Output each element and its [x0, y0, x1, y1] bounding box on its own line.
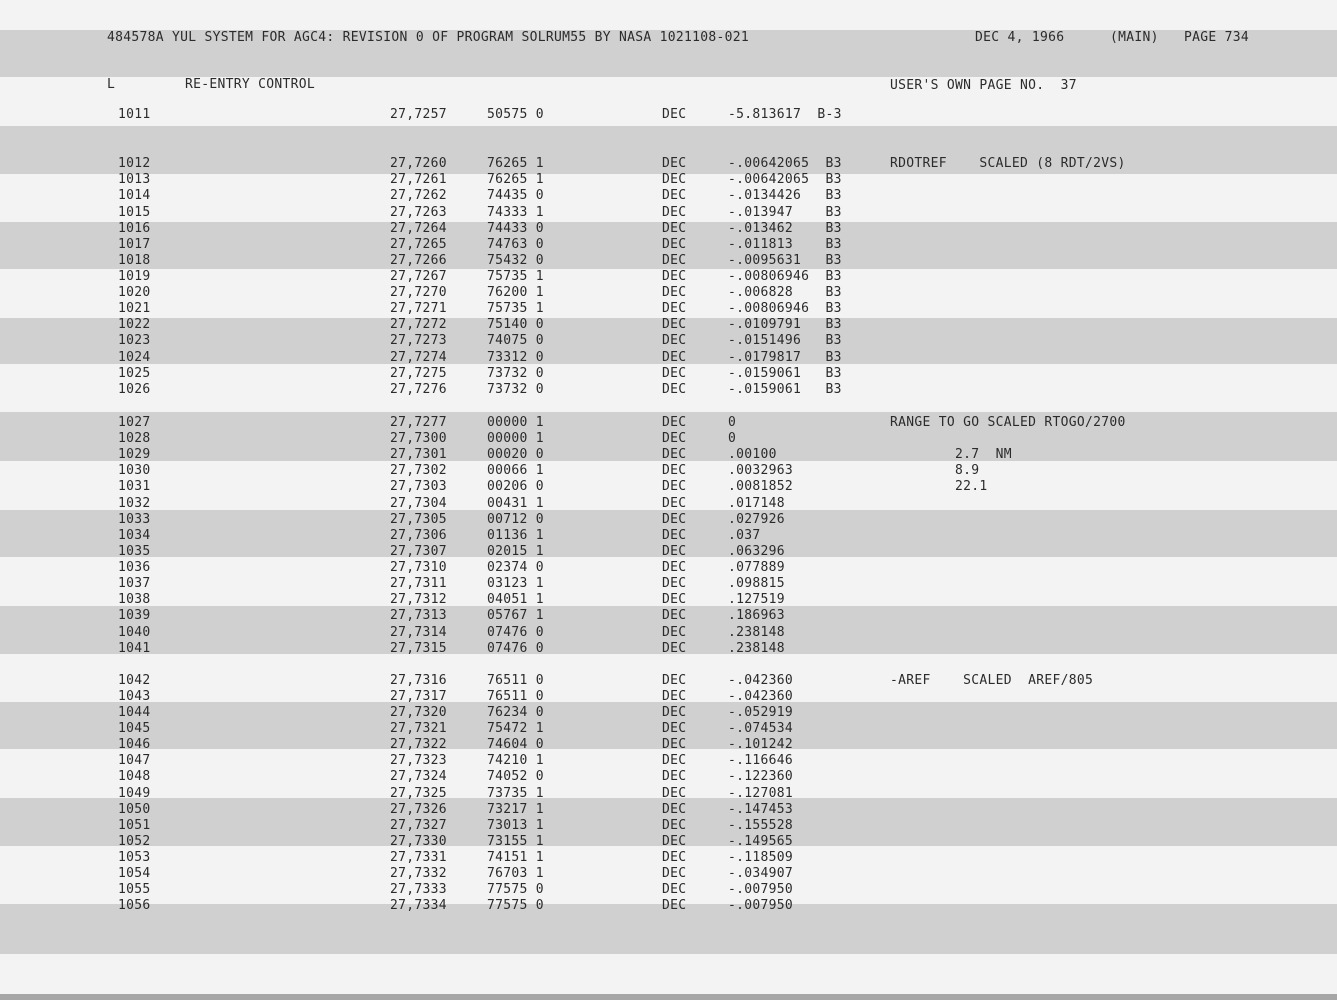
line-number: 1014 — [118, 188, 151, 204]
line-number: 1045 — [118, 721, 151, 737]
operand-value: -.006828 B3 — [728, 285, 842, 301]
octal-word: 00020 0 — [487, 447, 544, 463]
octal-word: 76200 1 — [487, 285, 544, 301]
opcode: DEC — [662, 672, 687, 688]
octal-word: 74052 0 — [487, 769, 544, 785]
operand-value: .098815 — [728, 576, 785, 592]
line-number: 1030 — [118, 463, 151, 479]
opcode: DEC — [662, 301, 687, 317]
address: 27,7306 — [390, 527, 447, 543]
address: 27,7320 — [390, 705, 447, 720]
operand-value: 0 — [728, 431, 737, 446]
operand-value: -.0134426 B3 — [728, 188, 842, 204]
address: 27,7272 — [390, 317, 447, 333]
line-number: 1051 — [118, 817, 151, 833]
opcode: DEC — [662, 866, 687, 882]
octal-word: 00206 0 — [487, 479, 544, 495]
address: 27,7300 — [390, 431, 447, 446]
octal-word: 74763 0 — [487, 236, 544, 252]
octal-word: 07476 0 — [487, 624, 544, 640]
octal-word: 76511 0 — [487, 672, 544, 688]
opcode: DEC — [662, 333, 687, 349]
octal-word: 73217 1 — [487, 801, 544, 817]
opcode: DEC — [662, 785, 687, 801]
opcode: DEC — [662, 317, 687, 333]
opcode: DEC — [662, 204, 687, 220]
line-number: 1026 — [118, 381, 151, 397]
line-number: 1037 — [118, 576, 151, 592]
address: 27,7277 — [390, 414, 447, 430]
line-number: 1015 — [118, 204, 151, 220]
octal-word: 73155 1 — [487, 833, 544, 849]
opcode: DEC — [662, 721, 687, 737]
opcode: DEC — [662, 172, 687, 188]
operand-value: .127519 — [728, 592, 785, 608]
line-number: 1027 — [118, 414, 151, 430]
line-number: 1036 — [118, 560, 151, 575]
operand-value: -.0095631 B3 — [728, 252, 842, 268]
octal-word: 77575 0 — [487, 898, 544, 914]
opcode: DEC — [662, 285, 687, 301]
opcode: DEC — [662, 624, 687, 640]
line-number: 1021 — [118, 301, 151, 317]
operand-value: -.042360 — [728, 688, 794, 704]
octal-word: 73312 0 — [487, 349, 544, 365]
opcode: DEC — [662, 850, 687, 865]
comment: RDOTREF SCALED (8 RDT/2VS) — [890, 156, 1126, 172]
operand-value: .00100 — [728, 447, 777, 463]
operand-value: .077889 — [728, 560, 785, 575]
operand-value: .186963 — [728, 608, 785, 624]
operand-value: -.155528 — [728, 817, 794, 833]
line-number: 1012 — [118, 156, 151, 172]
listing-section: (MAIN) — [1110, 30, 1159, 45]
line-number: 1054 — [118, 866, 151, 882]
octal-word: 77575 0 — [487, 882, 544, 898]
page-number: PAGE 734 — [1184, 30, 1250, 45]
line-number: 1038 — [118, 592, 151, 608]
opcode: DEC — [662, 447, 687, 463]
octal-word: 02374 0 — [487, 560, 544, 575]
operand-value: 0 — [728, 414, 737, 430]
address: 27,7302 — [390, 463, 447, 479]
operand-value: -.013947 B3 — [728, 204, 842, 220]
operand-value: -.0151496 B3 — [728, 333, 842, 349]
listing-date: DEC 4, 1966 — [975, 30, 1065, 45]
address: 27,7307 — [390, 543, 447, 559]
operand-value: .063296 — [728, 543, 785, 559]
opcode: DEC — [662, 560, 687, 575]
address: 27,7334 — [390, 898, 447, 914]
line-number: 1016 — [118, 220, 151, 236]
address: 27,7262 — [390, 188, 447, 204]
opcode: DEC — [662, 608, 687, 624]
operand-value: -.074534 — [728, 721, 794, 737]
address: 27,7273 — [390, 333, 447, 349]
address: 27,7331 — [390, 850, 447, 865]
line-number: 1029 — [118, 447, 151, 463]
opcode: DEC — [662, 220, 687, 236]
octal-word: 74151 1 — [487, 850, 544, 865]
line-number: 1023 — [118, 333, 151, 349]
octal-word: 05767 1 — [487, 608, 544, 624]
opcode: DEC — [662, 801, 687, 817]
operand-value: -.0159061 B3 — [728, 365, 842, 381]
octal-word: 02015 1 — [487, 543, 544, 559]
address: 27,7270 — [390, 285, 447, 301]
address: 27,7303 — [390, 479, 447, 495]
operand-value: -.00642065 B3 — [728, 156, 842, 172]
operand-value: .238148 — [728, 624, 785, 640]
operand-value: -.0179817 B3 — [728, 349, 842, 365]
line-number: 1017 — [118, 236, 151, 252]
line-number: 1041 — [118, 640, 151, 656]
octal-word: 75735 1 — [487, 301, 544, 317]
address: 27,7330 — [390, 833, 447, 849]
line-number: 1039 — [118, 608, 151, 624]
operand-value: -.147453 — [728, 801, 794, 817]
opcode: DEC — [662, 511, 687, 527]
opcode: DEC — [662, 882, 687, 898]
line-number: 1048 — [118, 769, 151, 785]
address: 27,7257 — [390, 107, 447, 122]
operand-value: .027926 — [728, 511, 785, 527]
opcode: DEC — [662, 688, 687, 704]
address: 27,7317 — [390, 688, 447, 704]
line-number: 1025 — [118, 365, 151, 381]
octal-word: 73732 0 — [487, 381, 544, 397]
operand-value: -.00806946 B3 — [728, 301, 842, 317]
line-number: 1011 — [118, 107, 151, 122]
operand-value: -.00642065 B3 — [728, 172, 842, 188]
opcode: DEC — [662, 188, 687, 204]
comment: 2.7 NM — [890, 447, 1012, 463]
octal-word: 03123 1 — [487, 576, 544, 592]
operand-value: -.149565 — [728, 833, 794, 849]
address: 27,7271 — [390, 301, 447, 317]
line-number: 1053 — [118, 850, 151, 865]
address: 27,7261 — [390, 172, 447, 188]
opcode: DEC — [662, 156, 687, 172]
octal-word: 74333 1 — [487, 204, 544, 220]
line-number: 1024 — [118, 349, 151, 365]
comment: RANGE TO GO SCALED RTOGO/2700 — [890, 414, 1126, 430]
address: 27,7332 — [390, 866, 447, 882]
line-number: 1055 — [118, 882, 151, 898]
address: 27,7327 — [390, 817, 447, 833]
address: 27,7322 — [390, 737, 447, 753]
opcode: DEC — [662, 252, 687, 268]
line-number: 1013 — [118, 172, 151, 188]
opcode: DEC — [662, 543, 687, 559]
opcode: DEC — [662, 753, 687, 769]
operand-value: -.101242 — [728, 737, 794, 753]
octal-word: 75432 0 — [487, 252, 544, 268]
octal-word: 76511 0 — [487, 688, 544, 704]
operand-value: .0081852 — [728, 479, 794, 495]
line-number: 1035 — [118, 543, 151, 559]
octal-word: 04051 1 — [487, 592, 544, 608]
octal-word: 00431 1 — [487, 495, 544, 511]
opcode: DEC — [662, 365, 687, 381]
octal-word: 76265 1 — [487, 156, 544, 172]
opcode: DEC — [662, 737, 687, 753]
address: 27,7312 — [390, 592, 447, 608]
octal-word: 00000 1 — [487, 414, 544, 430]
line-number: 1052 — [118, 833, 151, 849]
octal-word: 00712 0 — [487, 511, 544, 527]
opcode: DEC — [662, 592, 687, 608]
operand-value: -.0109791 B3 — [728, 317, 842, 333]
octal-word: 75472 1 — [487, 721, 544, 737]
section-title: RE-ENTRY CONTROL — [185, 77, 316, 92]
line-number: 1056 — [118, 898, 151, 914]
opcode: DEC — [662, 640, 687, 656]
octal-word: 01136 1 — [487, 527, 544, 543]
address: 27,7305 — [390, 511, 447, 527]
operand-value: -.034907 — [728, 866, 794, 882]
operand-value: .0032963 — [728, 463, 794, 479]
opcode: DEC — [662, 705, 687, 720]
comment: 8.9 — [890, 463, 980, 479]
line-number: 1034 — [118, 527, 151, 543]
line-number: 1031 — [118, 479, 151, 495]
address: 27,7276 — [390, 381, 447, 397]
line-number: 1028 — [118, 431, 151, 446]
operand-value: -.122360 — [728, 769, 794, 785]
octal-word: 50575 0 — [487, 107, 544, 122]
address: 27,7275 — [390, 365, 447, 381]
opcode: DEC — [662, 495, 687, 511]
octal-word: 73732 0 — [487, 365, 544, 381]
operand-value: -.118509 — [728, 850, 794, 865]
operand-value: -.007950 — [728, 898, 794, 914]
octal-word: 07476 0 — [487, 640, 544, 656]
address: 27,7314 — [390, 624, 447, 640]
address: 27,7323 — [390, 753, 447, 769]
address: 27,7326 — [390, 801, 447, 817]
address: 27,7263 — [390, 204, 447, 220]
opcode: DEC — [662, 269, 687, 284]
address: 27,7315 — [390, 640, 447, 656]
octal-word: 73735 1 — [487, 785, 544, 801]
operand-value: -5.813617 B-3 — [728, 107, 842, 122]
operand-value: -.00806946 B3 — [728, 269, 842, 284]
address: 27,7266 — [390, 252, 447, 268]
address: 27,7321 — [390, 721, 447, 737]
octal-word: 76265 1 — [487, 172, 544, 188]
octal-word: 76703 1 — [487, 866, 544, 882]
octal-word: 76234 0 — [487, 705, 544, 720]
address: 27,7333 — [390, 882, 447, 898]
line-number: 1020 — [118, 285, 151, 301]
operand-value: -.0159061 B3 — [728, 381, 842, 397]
octal-word: 74433 0 — [487, 220, 544, 236]
operand-value: -.127081 — [728, 785, 794, 801]
opcode: DEC — [662, 381, 687, 397]
log-section-marker: L — [107, 77, 116, 92]
opcode: DEC — [662, 817, 687, 833]
address: 27,7267 — [390, 269, 447, 284]
opcode: DEC — [662, 769, 687, 785]
octal-word: 75735 1 — [487, 269, 544, 284]
paper-edge — [0, 994, 1337, 1000]
operand-value: .017148 — [728, 495, 785, 511]
octal-word: 75140 0 — [487, 317, 544, 333]
address: 27,7313 — [390, 608, 447, 624]
address: 27,7304 — [390, 495, 447, 511]
line-number: 1042 — [118, 672, 151, 688]
comment: -AREF SCALED AREF/805 — [890, 672, 1094, 688]
line-number: 1050 — [118, 801, 151, 817]
address: 27,7301 — [390, 447, 447, 463]
line-number: 1033 — [118, 511, 151, 527]
line-number: 1046 — [118, 737, 151, 753]
opcode: DEC — [662, 527, 687, 543]
listing-header: 484578A YUL SYSTEM FOR AGC4: REVISION 0 OF PROGRAM SOLRUM55 BY NASA 1021108-021 — [107, 30, 750, 45]
octal-word: 73013 1 — [487, 817, 544, 833]
octal-word: 00000 1 — [487, 431, 544, 446]
line-number: 1022 — [118, 317, 151, 333]
address: 27,7265 — [390, 236, 447, 252]
operand-value: .238148 — [728, 640, 785, 656]
operand-value: -.011813 B3 — [728, 236, 842, 252]
operand-value: -.007950 — [728, 882, 794, 898]
line-number: 1018 — [118, 252, 151, 268]
line-number: 1044 — [118, 705, 151, 720]
opcode: DEC — [662, 463, 687, 479]
opcode: DEC — [662, 898, 687, 914]
opcode: DEC — [662, 349, 687, 365]
opcode: DEC — [662, 576, 687, 592]
opcode: DEC — [662, 479, 687, 495]
line-number: 1032 — [118, 495, 151, 511]
octal-word: 74210 1 — [487, 753, 544, 769]
address: 27,7324 — [390, 769, 447, 785]
line-number: 1043 — [118, 688, 151, 704]
line-number: 1040 — [118, 624, 151, 640]
operand-value: -.042360 — [728, 672, 794, 688]
line-number: 1019 — [118, 269, 151, 284]
opcode: DEC — [662, 833, 687, 849]
octal-word: 74435 0 — [487, 188, 544, 204]
users-page-number: USER'S OWN PAGE NO. 37 — [890, 78, 1077, 93]
address: 27,7310 — [390, 560, 447, 575]
address: 27,7316 — [390, 672, 447, 688]
address: 27,7260 — [390, 156, 447, 172]
operand-value: -.013462 B3 — [728, 220, 842, 236]
opcode: DEC — [662, 431, 687, 446]
comment: 22.1 — [890, 479, 988, 495]
operand-value: .037 — [728, 527, 761, 543]
line-number: 1049 — [118, 785, 151, 801]
address: 27,7264 — [390, 220, 447, 236]
octal-word: 74604 0 — [487, 737, 544, 753]
octal-word: 74075 0 — [487, 333, 544, 349]
opcode: DEC — [662, 107, 687, 122]
operand-value: -.116646 — [728, 753, 794, 769]
address: 27,7274 — [390, 349, 447, 365]
operand-value: -.052919 — [728, 705, 794, 720]
line-number: 1047 — [118, 753, 151, 769]
address: 27,7311 — [390, 576, 447, 592]
octal-word: 00066 1 — [487, 463, 544, 479]
opcode: DEC — [662, 236, 687, 252]
address: 27,7325 — [390, 785, 447, 801]
opcode: DEC — [662, 414, 687, 430]
